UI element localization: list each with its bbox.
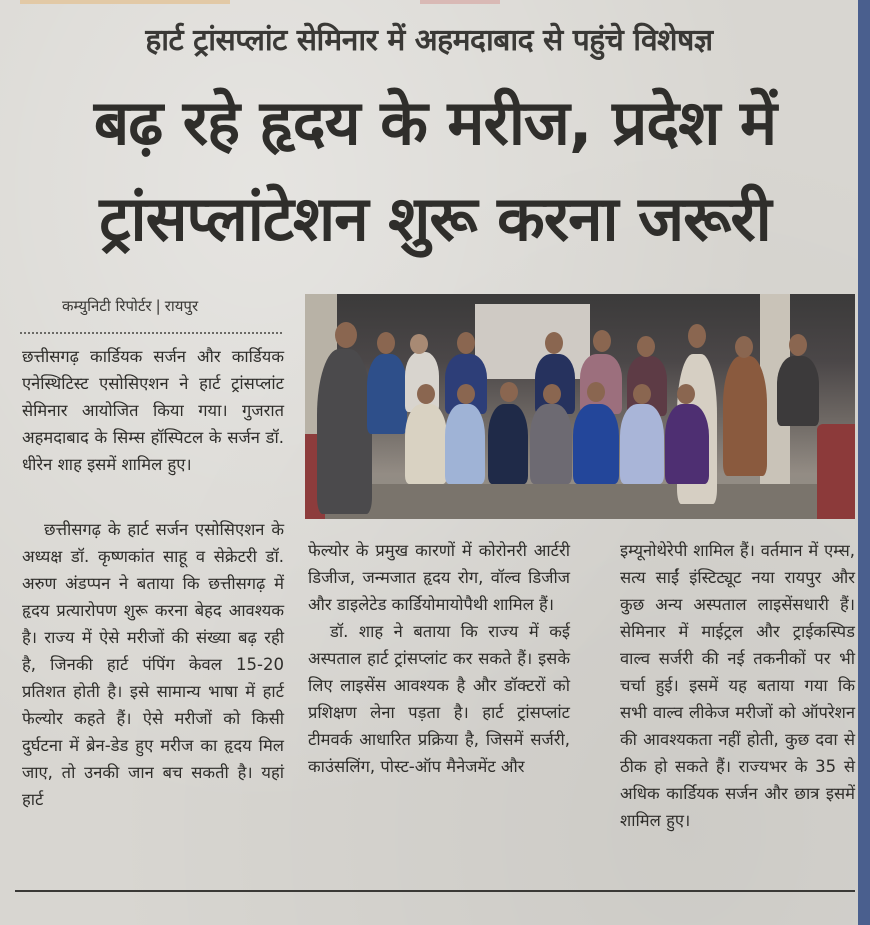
article-paragraph: इम्यूनोथेरेपी शामिल हैं। वर्तमान में एम्स, सत्य साईं इंस्टिट्यूट नया रायपुर और कुछ अन्य अस्पताल लाइसेंसधारी हैं। सेमिनार में माईट्रल और ट्राईकस्पिड वाल्व सर्जरी की नई तकनीकों पर भी चर्चा हुई। इसमें यह बताया गया कि सभी वाल्व लीकेज मरीजों को ऑपरेशन की आवश्यकता नहीं होती, कुछ दवा से ठीक हो सकते हैं। राज्यभर के 35 से अधिक कार्डियक सर्जन और छात्र इसमें शामिल हुए। xyxy=(620,541,855,830)
byline-divider xyxy=(20,332,282,334)
photo-person xyxy=(530,404,572,484)
photo-person-head xyxy=(457,384,475,404)
photo-person-head xyxy=(377,332,395,354)
top-color-strip xyxy=(20,0,230,4)
photo-person xyxy=(445,404,485,484)
bottom-divider xyxy=(15,890,855,892)
photo-person-head xyxy=(417,384,435,404)
top-color-strip xyxy=(420,0,500,4)
background-edge xyxy=(858,0,870,925)
article-column-3 xyxy=(620,537,855,834)
photo-person-head xyxy=(543,384,561,404)
article-paragraph: छत्तीसगढ़ कार्डियक सर्जन और कार्डियक एनेस्थिटिस्ट एसोसिएशन ने हार्ट ट्रांसप्लांट सेमिनार आयोजित किया गया। गुजरात अहमदाबाद के सिम्स हॉस्पिटल के सर्जन डॉ. धीरेन शाह इसमें शामिल हुए। xyxy=(22,347,284,474)
photo-person-head xyxy=(457,332,475,354)
byline-location: रायपुर xyxy=(164,297,199,315)
article-paragraph: छत्तीसगढ़ के हार्ट सर्जन एसोसिएशन के अध्यक्ष डॉ. कृष्णकांत साहू व सेक्रेटरी डॉ. अरुण अंडप्पन ने बताया कि छत्तीसगढ़ में हृदय प्रत्यारोपण शुरू करना बेहद आवश्यक है। राज्य में ऐसे मरीजों की संख्या बढ़ रही है, जिनकी हार्ट पंपिंग केवल 15-20 प्रतिशत होती है। इसे सामान्य भाषा में हार्ट फेल्योर कहते हैं। ऐसे मरीजों को किसी दुर्घटना में ब्रेन-डेड हुए मरीज का हृदय मिल जाए, तो उनकी जान बच सकती है। यहां हार्ट xyxy=(22,520,284,809)
photo-person-head xyxy=(410,334,428,354)
article-paragraph: फेल्योर के प्रमुख कारणों में कोरोनरी आर्टरी डिजीज, जन्मजात हृदय रोग, वॉल्व डिजीज और डाइलेटेड कार्डियोमायोपैथी शामिल हैं। xyxy=(308,541,570,614)
photo-person xyxy=(405,404,447,484)
photo-floor xyxy=(305,484,855,519)
photo-person-head xyxy=(545,332,563,354)
photo-person-head xyxy=(593,330,611,352)
photo-person-head xyxy=(633,384,651,404)
photo-person xyxy=(620,404,664,484)
byline-reporter: कम्युनिटी रिपोर्टर xyxy=(62,297,152,315)
photo-person xyxy=(777,356,819,426)
photo-person-head xyxy=(677,384,695,404)
photo-person-head xyxy=(789,334,807,356)
photo-person-head xyxy=(500,382,518,402)
group-photo xyxy=(305,294,855,519)
photo-person xyxy=(665,404,709,484)
photo-person-head xyxy=(335,322,357,348)
article-column-2 xyxy=(308,537,570,780)
photo-person xyxy=(488,404,528,484)
article-column-1-bottom xyxy=(22,516,284,813)
kicker-headline: हार्ट ट्रांसप्लांट सेमिनार में अहमदाबाद से पहुंचे विशेषज्ञ xyxy=(145,23,713,58)
main-headline-line-1: बढ़ रहे हृदय के मरीज, प्रदेश में xyxy=(93,86,777,159)
article-paragraph: डॉ. शाह ने बताया कि राज्य में कई अस्पताल हार्ट ट्रांसप्लांट कर सकते हैं। इसके लिए लाइसेंस आवश्यक है और डॉक्टरों को प्रशिक्षण लेना पड़ता है। हार्ट ट्रांसप्लांट टीमवर्क आधारित प्रक्रिया है, जिसमें सर्जरी, काउंसलिंग, पोस्ट-ऑप मैनेजमेंट और xyxy=(308,622,570,776)
photo-person-head xyxy=(587,382,605,402)
byline-separator: | xyxy=(155,297,161,315)
article-column-1-top xyxy=(22,343,284,478)
photo-person xyxy=(317,349,372,514)
photo-person-head xyxy=(735,336,753,358)
photo-person xyxy=(367,354,407,434)
photo-person-head xyxy=(688,324,706,348)
photo-person-head xyxy=(637,336,655,357)
photo-person xyxy=(723,356,767,476)
photo-person xyxy=(573,404,619,484)
main-headline-line-2: ट्रांसप्लांटेशन शुरू करना जरूरी xyxy=(99,182,771,255)
photo-table xyxy=(817,424,855,519)
byline xyxy=(62,296,198,316)
